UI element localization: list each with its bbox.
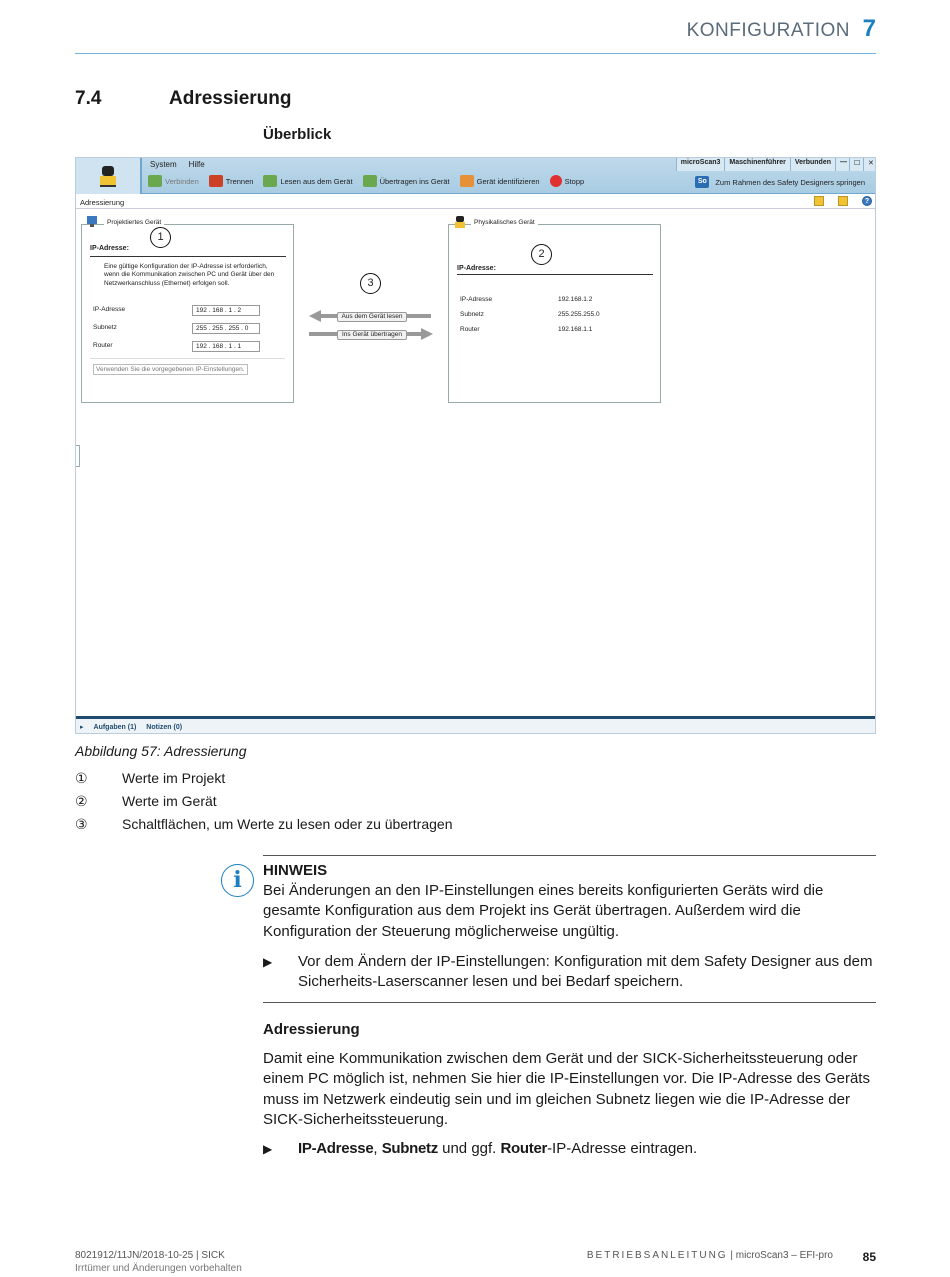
project-router-label: Router <box>93 342 113 349</box>
addressing-heading: Adressierung <box>263 1021 360 1038</box>
jump-to-frame-button[interactable] <box>695 176 865 188</box>
ip-address-term: IP-Adresse <box>298 1140 374 1157</box>
figure-caption: Abbildung 57: Adressierung <box>75 743 247 759</box>
project-router-input[interactable]: 192 . 168 . 1 . 1 <box>192 341 260 352</box>
jump-label: Zum Rahmen des Safety Designers springen <box>715 177 865 187</box>
project-panel-legend: Projektiertes Gerät <box>104 219 164 226</box>
connect-button[interactable] <box>148 175 199 187</box>
section-number: 7.4 <box>75 88 102 109</box>
connect-label: Verbinden <box>165 176 199 186</box>
disconnect-label: Trennen <box>225 176 254 186</box>
transfer-icon <box>363 175 377 187</box>
note-icon[interactable] <box>814 196 824 206</box>
breadcrumb-divider <box>76 208 876 209</box>
callout-2: 2 <box>531 244 552 265</box>
window-status <box>676 158 876 171</box>
identify-label: Gerät identifizieren <box>476 176 540 186</box>
bullet-tail: -IP-Adresse eintragen. <box>547 1140 698 1157</box>
note-add-icon[interactable] <box>838 196 848 206</box>
page-number: 85 <box>862 1250 876 1264</box>
read-icon <box>263 175 277 187</box>
stop-button[interactable] <box>550 175 585 187</box>
safety-designer-icon: So <box>695 176 709 188</box>
connection-tab[interactable]: Verbunden <box>790 158 835 171</box>
disconnect-icon <box>209 175 223 187</box>
disconnect-button[interactable] <box>209 175 254 187</box>
breadcrumb: Adressierung <box>80 198 125 207</box>
statusbar <box>76 716 876 734</box>
footer-disclaimer: Irrtümer und Änderungen vorbehalten <box>75 1263 242 1274</box>
transfer-label: Übertragen ins Gerät <box>379 176 450 186</box>
project-device-panel <box>81 219 294 403</box>
chapter-title: KONFIGURATION <box>686 20 850 41</box>
maximize-button[interactable]: ☐ <box>849 158 863 171</box>
use-default-ip-button[interactable]: Verwenden Sie die vorgegebenen IP-Einstellungen. <box>93 364 248 375</box>
addressing-bullet-text <box>298 1139 876 1159</box>
footer-product: | microScan3 – EFI-pro <box>727 1250 833 1261</box>
device-ip-heading: IP-Adresse: <box>457 265 496 272</box>
app-logo <box>76 158 142 194</box>
close-button[interactable]: ✕ <box>863 158 876 171</box>
note-bullet-marker: ▶ <box>263 955 273 969</box>
identify-device-button[interactable] <box>460 175 540 187</box>
side-panel-handle[interactable] <box>76 445 80 467</box>
stop-icon <box>550 175 562 187</box>
note-top-rule <box>263 855 876 856</box>
section-subtitle: Überblick <box>263 126 332 143</box>
read-from-device-action[interactable]: Aus dem Gerät lesen <box>337 312 407 322</box>
software-screenshot <box>75 157 876 734</box>
note-bullet-text: Vor dem Ändern der IP-Einstellungen: Konfiguration mit dem Safety Designer aus dem Sicherheits-Laserscanner lesen und bei Bedarf speichern. <box>298 953 873 991</box>
device-router-value: 192.168.1.1 <box>558 326 593 333</box>
toolbar <box>148 175 584 187</box>
footer-doc-title <box>587 1250 833 1261</box>
callout-3: 3 <box>360 273 381 294</box>
device-subnet-value: 255.255.255.0 <box>558 311 600 318</box>
device-heading-rule <box>457 274 653 275</box>
legend-text-2: Werte im Gerät <box>122 793 217 809</box>
read-label: Lesen aus dem Gerät <box>280 176 353 186</box>
transfer-controls <box>309 309 433 341</box>
menu-help[interactable]: Hilfe <box>188 160 205 169</box>
project-subnet-label: Subnetz <box>93 324 117 331</box>
addressing-bullet-marker: ▶ <box>263 1142 273 1156</box>
expand-icon[interactable]: ▸ <box>80 724 84 731</box>
bullet-mid: und ggf. <box>437 1140 501 1157</box>
transfer-to-device-action[interactable]: Ins Gerät übertragen <box>337 330 407 340</box>
scanner-icon <box>98 164 118 188</box>
help-icon[interactable]: ? <box>862 196 872 206</box>
footer-doc-type: BETRIEBSANLEITUNG <box>586 1250 728 1261</box>
bullet-separator: , <box>373 1140 382 1157</box>
menu-system[interactable]: System <box>150 160 177 169</box>
notes-tab[interactable]: Notizen (0) <box>146 723 183 731</box>
physical-device-panel <box>448 219 661 403</box>
callout-1: 1 <box>150 227 171 248</box>
view-icons <box>814 196 872 206</box>
identify-icon <box>460 175 474 187</box>
minimize-button[interactable]: — <box>835 158 849 171</box>
legend-mark-3: ③ <box>75 816 88 832</box>
note-bottom-rule <box>263 1002 876 1003</box>
device-ip-label: IP-Adresse <box>460 296 493 303</box>
footer-doc-id: 8021912/11JN/2018-10-25 | SICK <box>75 1250 225 1261</box>
main-menu <box>150 160 205 169</box>
device-ip-value: 192.168.1.2 <box>558 296 593 303</box>
device-tab[interactable]: microScan3 <box>676 158 725 171</box>
menubar <box>76 158 876 194</box>
note-body: Bei Änderungen an den IP-Einstellungen eines bereits konfigurierten Geräts wird die gesamte Konfiguration aus dem Projekt ins Gerät übertragen. Außerdem wird die Konfiguration der Steuerung möglicherweise ungültig. <box>263 882 824 940</box>
device-router-label: Router <box>460 326 480 333</box>
device-panel-legend: Physikalisches Gerät <box>471 219 538 226</box>
legend-text-1: Werte im Projekt <box>122 770 226 786</box>
router-term: Router <box>500 1140 548 1157</box>
transfer-to-device-button[interactable] <box>363 175 450 187</box>
project-subnet-input[interactable]: 255 . 255 . 255 . 0 <box>192 323 260 334</box>
project-ip-input[interactable]: 192 . 168 . 1 . 2 <box>192 305 260 316</box>
addressing-body: Damit eine Kommunikation zwischen dem Gerät und der SICK-Sicherheitssteuerung oder einem PC möglich ist, nehmen Sie hier die IP-Einstellungen vor. Die IP-Adresse des Geräts muss im Netzwerk eindeutig sein und im gleichen Subnetz liegen wie die IP-Adresse der SICK-Sicherheitssteuerung. <box>263 1050 870 1128</box>
tasks-tab[interactable]: Aufgaben (1) <box>93 723 137 731</box>
device-subnet-label: Subnetz <box>460 311 484 318</box>
legend-text-3: Schaltflächen, um Werte zu lesen oder zu übertragen <box>122 816 453 832</box>
role-tab[interactable]: Maschinenführer <box>724 158 789 171</box>
connect-icon <box>148 175 162 187</box>
project-heading-rule <box>90 256 286 257</box>
project-ip-note: Eine gültige Konfiguration der IP-Adresse ist erforderlich, wenn die Kommunikation zwischen PC und Gerät über den Netzwerkanschluss (Ethernet) erfolgen soll. <box>104 263 275 287</box>
section-title: Adressierung <box>169 88 292 109</box>
header-divider <box>75 53 876 54</box>
computer-icon <box>86 215 100 229</box>
note-heading: HINWEIS <box>263 862 328 879</box>
info-icon: i <box>221 864 254 897</box>
read-from-device-button[interactable] <box>263 175 352 187</box>
scanner-icon <box>453 215 467 229</box>
legend-mark-1: ① <box>75 770 88 786</box>
project-panel-separator <box>90 358 285 359</box>
legend-mark-2: ② <box>75 793 88 809</box>
project-ip-label: IP-Adresse <box>93 306 126 313</box>
chapter-number: 7 <box>862 15 876 42</box>
subnet-term: Subnetz <box>381 1140 438 1157</box>
project-ip-heading: IP-Adresse: <box>90 245 129 252</box>
stop-label: Stopp <box>564 176 585 186</box>
